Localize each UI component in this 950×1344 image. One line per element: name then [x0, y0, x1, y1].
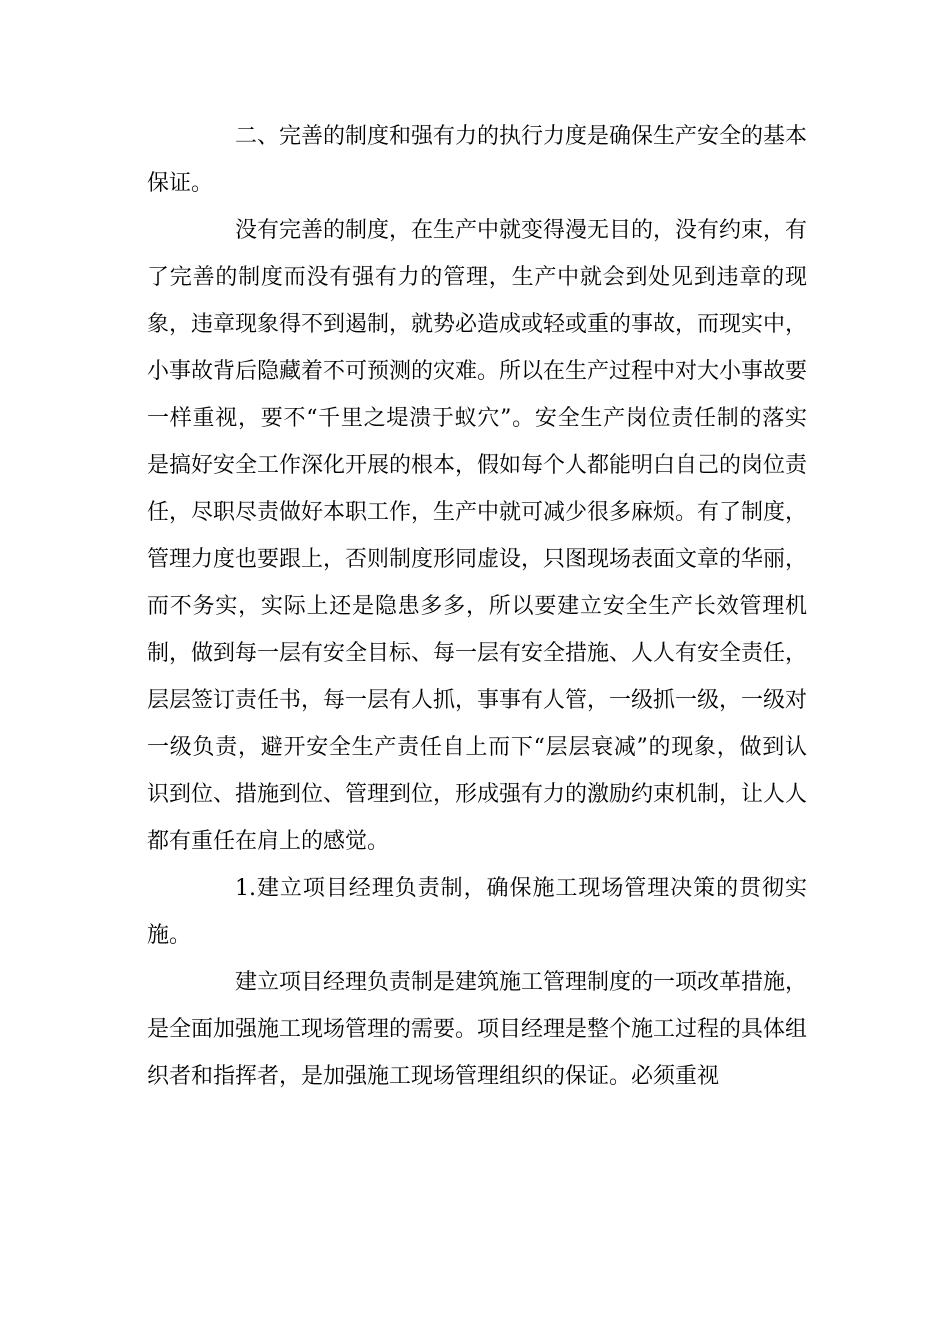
body-paragraph: 建立项目经理负责制是建筑施工管理制度的一项改革措施，是全面加强施工现场管理的需要。项目经理是整个施工过程的具体组织者和指挥者，是加强施工现场管理组织的保证。必须重视 [147, 970, 808, 1089]
body-paragraph: 没有完善的制度，在生产中就变得漫无目的，没有约束，有了完善的制度而没有强有力的管理，生产中就会到处见到违章的现象，违章现象得不到遏制，就势必造成或轻或重的事故，而现实中，小事故背后隐藏着不可预测的灾难。所以在生产过程中对大小事故要一样重视，要不“千里之堤溃于蚁穴”。安全生产岗位责任制的落实是搞好安全工作深化开展的根本，假如每个人都能明白自己的岗位责任，尽职尽责做好本职工作，生产中就可减少很多麻烦。有了制度，管理力度也要跟上，否则制度形同虚设，只图现场表面文章的华丽，而不务实，实际上还是隐患多多，所以要建立安全生产长效管理机制，做到每一层有安全目标、每一层有安全措施、人人有安全责任，层层签订责任书，每一层有人抓，事事有人管，一级抓一级，一级对一级负责，避开安全生产责任自上而下“层层衰减”的现象，做到认识到位、措施到位、管理到位，形成强有力的激励约束机制，让人人都有重任在肩上的感觉。 [147, 218, 808, 854]
document-body [147, 113, 807, 1100]
subsection-heading-paragraph: 1.建立项目经理负责制，确保施工现场管理决策的贯彻实施。 [147, 876, 807, 948]
section-heading-paragraph: 二、完善的制度和强有力的执行力度是确保生产安全的基本保证。 [147, 124, 808, 196]
